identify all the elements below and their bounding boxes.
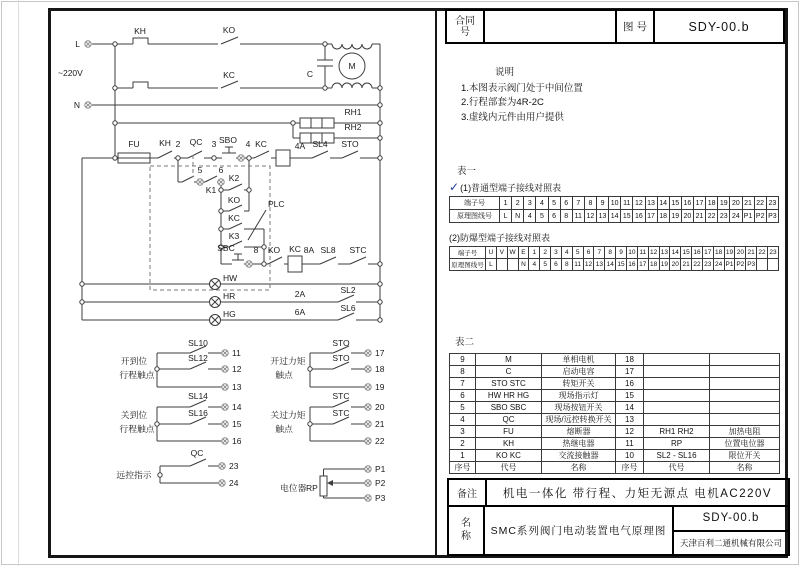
table-cell: 2 — [540, 247, 551, 259]
table-row — [450, 247, 779, 259]
table-cell: 序号 — [450, 462, 476, 474]
table-cell — [767, 259, 778, 271]
component-label: QC — [190, 448, 204, 458]
table-row — [450, 210, 779, 223]
terminal-number: 16 — [232, 436, 242, 446]
table-cell: 现场指示灯 — [542, 390, 616, 402]
table-cell: 12 — [648, 247, 659, 259]
table-cell — [710, 414, 780, 426]
component-label: KO — [222, 25, 236, 35]
row-label: 端子号 — [450, 247, 486, 259]
terminal-number: 22 — [375, 436, 385, 446]
table-cell: V — [496, 247, 507, 259]
table-cell: 位置电位器 — [710, 438, 780, 450]
table-cell: 17 — [616, 366, 644, 378]
table-cell: 7 — [572, 197, 584, 210]
table2-title: 表二 — [455, 337, 475, 348]
component-label: SL14 — [188, 391, 208, 401]
explosion-proof-terminal-table — [449, 246, 779, 271]
component-label: RH2 — [344, 122, 362, 132]
table-cell: 20 — [730, 197, 742, 210]
table-row — [450, 438, 780, 450]
table-cell — [507, 259, 518, 271]
table-cell: 23 — [766, 197, 778, 210]
component-label: K2 — [228, 173, 240, 183]
table-cell: 现场/远控转换开关 — [542, 414, 616, 426]
terminal-number: 14 — [232, 402, 242, 412]
table-cell: 5 — [450, 402, 476, 414]
table-cell: 15 — [621, 210, 633, 223]
group-caption: 触点 — [275, 424, 293, 434]
table-cell: C — [476, 366, 542, 378]
table-cell: 23 — [702, 259, 713, 271]
table-row — [450, 197, 779, 210]
table-cell: 9 — [450, 354, 476, 366]
normal-terminal-table — [449, 196, 779, 223]
table-cell: 11 — [616, 438, 644, 450]
table-cell — [644, 378, 710, 390]
table-cell: 21 — [694, 210, 706, 223]
table-cell: 8 — [561, 259, 572, 271]
component-label: HW — [223, 273, 238, 283]
table-cell: 20 — [735, 247, 746, 259]
component-label: L — [75, 39, 80, 49]
group-caption: 电位器 — [280, 483, 307, 493]
table-cell: 13 — [594, 259, 605, 271]
table-cell: 现场按钮开关 — [542, 402, 616, 414]
table-cell: 19 — [718, 197, 730, 210]
table-cell: 1 — [450, 450, 476, 462]
table-cell: 16 — [692, 247, 703, 259]
component-label: SL4 — [312, 139, 328, 149]
table-cell: 15 — [669, 197, 681, 210]
scan-artifact-line — [18, 0, 19, 566]
terminal-number: 15 — [232, 419, 242, 429]
table-cell: 10 — [616, 450, 644, 462]
table-cell — [644, 390, 710, 402]
wire-number: 4A — [294, 141, 306, 151]
table-cell: HW HR HG — [476, 390, 542, 402]
component-label: HG — [223, 309, 236, 319]
table-footer-row — [450, 462, 780, 474]
table-cell: 13 — [597, 210, 609, 223]
table-cell: 序号 — [616, 462, 644, 474]
component-label: KO — [227, 195, 241, 205]
component-label: K3 — [228, 231, 240, 241]
table-cell: STO STC — [476, 378, 542, 390]
component-label: STC — [332, 391, 350, 401]
table-cell: 17 — [637, 259, 648, 271]
table-cell: 22 — [757, 247, 768, 259]
table-cell: 1 — [529, 247, 540, 259]
table-cell — [644, 402, 710, 414]
component-label: SL6 — [340, 303, 356, 313]
note-item: 2.行程部套为4R-2C — [461, 97, 544, 108]
table-cell — [644, 354, 710, 366]
component-label: HR — [223, 291, 236, 301]
table-cell: 16 — [633, 210, 645, 223]
row-label: 端子号 — [450, 197, 500, 210]
table-cell: 2 — [512, 197, 524, 210]
table-cell — [644, 414, 710, 426]
table-cell: 18 — [616, 354, 644, 366]
drawing-no-label: 图号 — [615, 9, 655, 44]
table-cell: 6 — [450, 390, 476, 402]
note-item: 3.虚线内元件由用户提供 — [461, 111, 564, 123]
table-cell: E — [518, 247, 529, 259]
terminal-number: 24 — [229, 478, 239, 488]
table-cell: 名称 — [542, 462, 616, 474]
table-cell: 4 — [524, 210, 536, 223]
table-cell: 11 — [572, 210, 584, 223]
wire-number: 2 — [175, 139, 181, 149]
component-label: SL12 — [188, 353, 208, 363]
wire-number: 4 — [245, 139, 251, 149]
component-label: KC — [255, 139, 267, 149]
row-label: 原理图线号 — [450, 259, 486, 271]
table-cell: L — [486, 259, 497, 271]
terminal-number: 13 — [232, 382, 242, 392]
component-label: STO — [332, 353, 350, 363]
table-cell: 17 — [694, 197, 706, 210]
table-cell: P2 — [735, 259, 746, 271]
component-label: FU — [128, 139, 140, 149]
terminal-number: 17 — [375, 348, 385, 358]
group-caption: 开过力矩 — [270, 356, 306, 366]
group-caption: 开到位 — [120, 356, 148, 366]
check-icon: ✓ — [449, 180, 460, 194]
wire-number: 2A — [294, 289, 306, 299]
table-cell — [710, 378, 780, 390]
table-cell: 17 — [645, 210, 657, 223]
close-contactor-coil-symbol — [288, 256, 302, 272]
table-cell: 1 — [500, 197, 512, 210]
wire-number: 8 — [253, 245, 259, 255]
table-cell: 15 — [616, 390, 644, 402]
company-name: 天津百利二通机械有限公司 — [679, 537, 782, 548]
table-cell: 3 — [450, 426, 476, 438]
table-cell: 加热电阻 — [710, 426, 780, 438]
table-row — [450, 414, 780, 426]
group-caption: 关过力矩 — [270, 410, 306, 420]
table-cell: 8 — [605, 247, 616, 259]
component-label: KH — [159, 138, 171, 148]
plc-pointer-line — [248, 210, 266, 240]
group-caption: 关到位 — [120, 410, 148, 420]
table-cell: 20 — [681, 210, 693, 223]
terminal-number: 20 — [375, 402, 385, 412]
table-cell: U — [486, 247, 497, 259]
table-cell: N — [512, 210, 524, 223]
motor-label: M — [348, 61, 356, 71]
table-cell: RP — [644, 438, 710, 450]
caption-text: (1)普通型端子接线对照表 — [460, 183, 562, 193]
table-cell: N — [518, 259, 529, 271]
table-cell: 18 — [657, 210, 669, 223]
table-cell: 17 — [702, 247, 713, 259]
table-cell: 14 — [609, 210, 621, 223]
contract-no-value — [483, 9, 617, 44]
table-cell — [710, 390, 780, 402]
table-cell: RH1 RH2 — [644, 426, 710, 438]
table-cell: KH — [476, 438, 542, 450]
table-cell: 6 — [548, 210, 560, 223]
table-cell: 4 — [529, 259, 540, 271]
component-label: KC — [289, 244, 301, 254]
name-block — [447, 505, 790, 556]
table-cell: 限位开关 — [710, 450, 780, 462]
contract-no-label: 合同号 — [445, 9, 485, 44]
component-table — [449, 353, 780, 474]
terminal-number: 23 — [229, 461, 239, 471]
table-cell: 12 — [584, 210, 596, 223]
table-cell: 20 — [670, 259, 681, 271]
component-label: RH1 — [344, 107, 362, 117]
table-cell: P2 — [754, 210, 766, 223]
component-label: STC — [349, 245, 367, 255]
component-label: KC — [228, 213, 240, 223]
terminal-number: P2 — [375, 478, 386, 488]
table-cell: 6 — [560, 197, 572, 210]
table-cell: 启动电容 — [542, 366, 616, 378]
table-cell — [757, 259, 768, 271]
component-label: KO — [267, 245, 281, 255]
terminal-number: P1 — [375, 464, 386, 474]
row-label: 原理图线号 — [450, 210, 500, 223]
name-block-right — [674, 507, 788, 554]
table-row — [450, 366, 780, 378]
component-label: C — [306, 69, 313, 79]
component-label: KH — [134, 26, 146, 36]
table1-sub2-caption: (2)防爆型端子接线对照表 — [449, 233, 551, 243]
table-cell: FU — [476, 426, 542, 438]
table-cell: 4 — [450, 414, 476, 426]
component-label: STO — [341, 139, 359, 149]
table-cell: SBO SBC — [476, 402, 542, 414]
terminal-number: 11 — [232, 348, 241, 358]
terminal-number: 21 — [375, 419, 385, 429]
table-cell: 代号 — [644, 462, 710, 474]
wiper-arrow — [327, 480, 333, 486]
table-cell: 8 — [450, 366, 476, 378]
table-cell — [644, 366, 710, 378]
table-cell: 8 — [560, 210, 572, 223]
table-cell: KO KC — [476, 450, 542, 462]
table-cell: 11 — [637, 247, 648, 259]
component-label: SBO — [219, 135, 237, 145]
table-cell: 22 — [754, 197, 766, 210]
table-cell: 19 — [724, 247, 735, 259]
table-cell: QC — [476, 414, 542, 426]
table-cell: M — [476, 354, 542, 366]
component-table-body — [450, 354, 780, 462]
wire-number: 8A — [303, 245, 315, 255]
table-cell: 10 — [609, 197, 621, 210]
table-row — [450, 354, 780, 366]
table-cell: 18 — [713, 247, 724, 259]
table-cell — [710, 402, 780, 414]
table-cell: L — [500, 210, 512, 223]
group-caption: 行程触点 — [119, 424, 155, 434]
table-cell: 5 — [548, 197, 560, 210]
table-cell: 13 — [645, 197, 657, 210]
table-cell: 9 — [616, 247, 627, 259]
terminal-number: 5 — [197, 165, 203, 175]
table-cell: 19 — [659, 259, 670, 271]
table-cell: 16 — [616, 378, 644, 390]
component-label: SL16 — [188, 408, 208, 418]
group-caption: 行程触点 — [119, 370, 155, 380]
table-cell: 3 — [551, 247, 562, 259]
wire-number: 3 — [211, 139, 217, 149]
terminal-number: 18 — [375, 364, 385, 374]
table-cell: 8 — [584, 197, 596, 210]
component-label: QC — [189, 137, 203, 147]
table-cell: 21 — [742, 197, 754, 210]
component-label: N — [73, 100, 80, 110]
table-cell: 交流接触器 — [542, 450, 616, 462]
remarks-text: 机电一体化 带行程、力矩无源点 电机AC220V — [502, 487, 773, 500]
table-cell — [710, 354, 780, 366]
terminal-number: P3 — [375, 493, 386, 503]
table-cell: 22 — [692, 259, 703, 271]
table-cell: 单相电机 — [542, 354, 616, 366]
table-cell: 15 — [616, 259, 627, 271]
group-caption: 触点 — [275, 370, 293, 380]
table-cell: 6 — [551, 259, 562, 271]
open-contactor-coil-symbol — [276, 150, 290, 166]
note-item: 1.本图表示阀门处于中间位置 — [461, 82, 583, 94]
table-cell: SL2 - SL16 — [644, 450, 710, 462]
table-cell: 2 — [450, 438, 476, 450]
table-cell: 12 — [583, 259, 594, 271]
table-cell: 15 — [681, 247, 692, 259]
circuit-schematic — [48, 8, 435, 558]
drawing-number: SDY-00.b — [674, 507, 788, 532]
table-cell: P3 — [746, 259, 757, 271]
table-cell: 19 — [669, 210, 681, 223]
potentiometer-symbol — [320, 476, 327, 496]
table-cell: 6 — [583, 247, 594, 259]
component-label: SL10 — [188, 338, 208, 348]
table-cell: 12 — [633, 197, 645, 210]
table-cell: 9 — [597, 197, 609, 210]
table-cell: 13 — [659, 247, 670, 259]
table-cell: 名称 — [710, 462, 780, 474]
table-cell: 14 — [657, 197, 669, 210]
component-label: SL2 — [340, 285, 356, 295]
table-cell: P1 — [742, 210, 754, 223]
table-row — [450, 390, 780, 402]
drawing-title: SMC系列阀门电动装置电气原理图 — [485, 507, 674, 554]
remarks-label: 备注 — [449, 480, 487, 505]
table-cell: 24 — [713, 259, 724, 271]
table-row — [450, 378, 780, 390]
table-cell: 5 — [536, 210, 548, 223]
table-cell: 10 — [626, 247, 637, 259]
table-cell: 21 — [681, 259, 692, 271]
component-label: RP — [306, 483, 318, 493]
table-cell: P3 — [766, 210, 778, 223]
indicator-lamp-symbols — [210, 279, 221, 326]
notes-section — [461, 66, 583, 125]
table-row — [450, 259, 779, 271]
group-caption: 远控指示 — [116, 470, 152, 480]
table-cell: 12 — [616, 426, 644, 438]
terminal-number: 6 — [218, 165, 224, 175]
table-cell: 14 — [616, 402, 644, 414]
table-cell: 5 — [540, 259, 551, 271]
terminal-tables-section — [449, 163, 783, 271]
table-cell: 18 — [706, 197, 718, 210]
table-cell: 代号 — [476, 462, 542, 474]
title-block-panel — [435, 8, 788, 558]
table-cell: 14 — [605, 259, 616, 271]
table-cell: 7 — [450, 378, 476, 390]
table-cell: 11 — [572, 259, 583, 271]
table1-sub1-caption — [449, 180, 783, 194]
table-cell: 21 — [746, 247, 757, 259]
plc-label: PLC — [268, 199, 285, 209]
table-cell: 23 — [767, 247, 778, 259]
name-label: 名称 — [449, 507, 485, 554]
table-cell: 18 — [648, 259, 659, 271]
terminal-number: 19 — [375, 382, 385, 392]
component-label: SL8 — [320, 245, 336, 255]
voltage-label: ~220V — [58, 68, 83, 78]
component-label: KC — [223, 70, 235, 80]
table-cell: 4 — [536, 197, 548, 210]
component-label: STC — [332, 408, 350, 418]
table1-title: 表一 — [457, 166, 477, 177]
table-cell: 13 — [616, 414, 644, 426]
component-label: K1 — [205, 185, 217, 195]
terminal-number: 12 — [232, 364, 242, 374]
table-cell: W — [507, 247, 518, 259]
wire-number: 6A — [294, 307, 306, 317]
table-cell: 16 — [626, 259, 637, 271]
table-cell: 转矩开关 — [542, 378, 616, 390]
table-cell: P1 — [724, 259, 735, 271]
table-cell — [710, 366, 780, 378]
table-cell: 熔断器 — [542, 426, 616, 438]
component-label: SBC — [217, 243, 235, 253]
table-cell: 11 — [621, 197, 633, 210]
title-band — [447, 9, 785, 44]
drawing-no-value: SDY-00.b — [653, 9, 785, 44]
table-cell: 4 — [561, 247, 572, 259]
remarks-block — [447, 478, 790, 507]
table-cell: 5 — [572, 247, 583, 259]
table-cell: 热继电器 — [542, 438, 616, 450]
table-cell: 16 — [681, 197, 693, 210]
table-cell: 22 — [706, 210, 718, 223]
table-cell: 14 — [670, 247, 681, 259]
table-cell: 7 — [594, 247, 605, 259]
table-row — [450, 426, 780, 438]
component-label: STO — [332, 338, 350, 348]
table-row — [450, 450, 780, 462]
table-cell: 24 — [730, 210, 742, 223]
table-cell: 23 — [718, 210, 730, 223]
component-list-section — [449, 334, 783, 474]
table-cell — [496, 259, 507, 271]
notes-title: 说明 — [495, 67, 515, 78]
table-cell: 3 — [524, 197, 536, 210]
table-row — [450, 402, 780, 414]
